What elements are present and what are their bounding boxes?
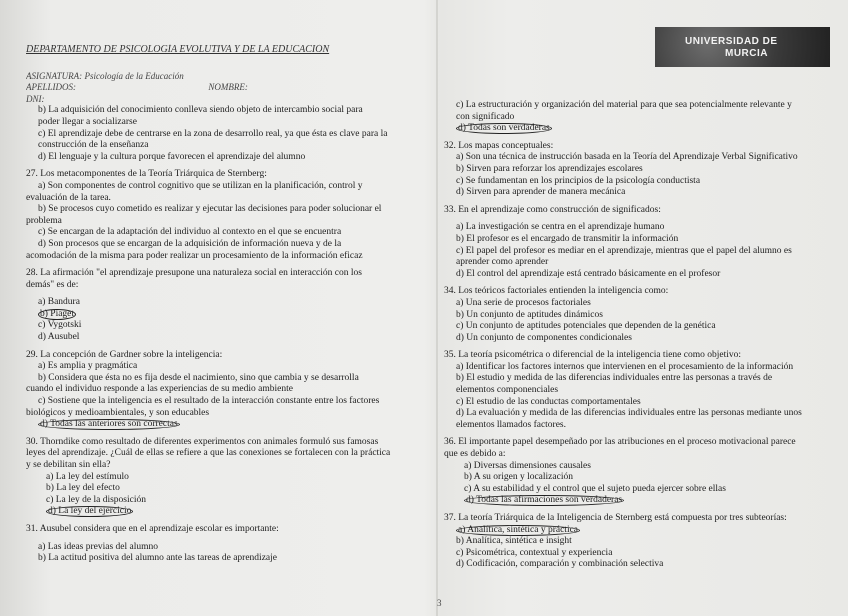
question-32: 32. Los mapas conceptuales: <box>444 140 554 151</box>
option-a-cont: evaluación de la tarea. <box>26 192 111 203</box>
page-fold <box>436 0 438 616</box>
option-c: c) Se encargan de la adaptación del individuo al contexto en el que se encuentra <box>38 227 342 238</box>
page-number: 3 <box>437 598 442 608</box>
option-c-cont: con significado <box>456 111 515 122</box>
surname-row <box>26 82 426 94</box>
question-35: 35. La teoría psicométrica o diferencial de la inteligencia tiene como objetivo: <box>444 350 742 361</box>
answer-circle: b) Piaget <box>40 308 75 319</box>
option-d: d) La evaluación y medida de las diferencias individuales entre las personas mediante unos <box>456 408 802 419</box>
option-c: c) Sostiene que la inteligencia es el resultado de la interacción constante entre los factores <box>38 396 380 407</box>
option-b-cont: elementos componenciales <box>456 385 559 396</box>
option-d: d) Un conjunto de componentes condicionales <box>456 332 632 343</box>
option-b: b) Sirven para reforzar los aprendizajes escolares <box>456 163 643 174</box>
option-c: c) La estructuración y organización del material para que sea potencialmente relevante y <box>456 100 792 110</box>
option-d: d) Sirven para aprender de manera mecánica <box>456 187 626 198</box>
question-36: 36. El importante papel desempeñado por las atribuciones en el proceso motivacional parece <box>444 437 796 448</box>
text-line: b) La adquisición del conocimiento conlleva siendo objeto de intercambio social para <box>38 105 363 116</box>
option-a: a) Bandura <box>38 297 80 308</box>
question-29: 29. La concepción de Gardner sobre la inteligencia: <box>26 349 223 360</box>
option-d: d) Ausubel <box>38 332 80 343</box>
option-c-cont: biológicos y medioambientales, y son educables <box>26 407 210 418</box>
option-a <box>444 525 840 537</box>
option-d-cont: acomodación de la misma para poder realizar un procesamiento de la información eficaz <box>26 250 363 261</box>
option-b: b) El estudio y medida de las diferencias individuales entre las personas a través de <box>456 373 773 384</box>
option-d: d) Codificación, comparación y combinación selectiva <box>456 559 664 570</box>
text-line: d) El lenguaje y la cultura porque favorecen el aprendizaje del alumno <box>38 151 306 162</box>
question-27: 27. Los metacomponentes de la Teoría Triárquica de Sternberg: <box>26 169 267 180</box>
question-31: 31. Ausubel considera que en el aprendizaje escolar es importante: <box>26 523 279 534</box>
surname-label: APELLIDOS: <box>26 82 76 93</box>
option-a: a) La ley del estímulo <box>46 471 129 482</box>
option-b-cont: cuando el individuo responde a las experiencias de su medio ambiente <box>26 384 293 395</box>
question-37: 37. La teoría Triárquica de la Inteligencia de Sternberg está compuesta por tres subteorías: <box>444 513 787 523</box>
option-b: b) Un conjunto de aptitudes dinámicos <box>456 309 603 320</box>
question-30-cont: y se debilitan sin ella? <box>26 460 111 470</box>
option-a: a) Diversas dimensiones causales <box>464 460 591 471</box>
option-b-cont: problema <box>26 215 62 226</box>
option-d <box>444 123 840 135</box>
question-28: 28. La afirmación "el aprendizaje presupone una naturaleza social en interacción con los <box>26 268 362 279</box>
option-c: c) Se fundamentan en los principios de la psicología conductista <box>456 175 701 186</box>
answer-circle: d) Todas son verdaderas <box>458 123 550 134</box>
logo-text-line2: MURCIA <box>725 48 768 59</box>
option-b <box>26 309 426 321</box>
option-b: b) Considera que ésta no es fija desde el nacimiento, sino que cambia y se desarrolla <box>38 372 359 383</box>
department-title: DEPARTAMENTO DE PSICOLOGÍA EVOLUTIVA Y DE LA EDUCACIÓN <box>26 44 330 55</box>
text-line: c) El aprendizaje debe de centrarse en la zona de desarrollo real, ya que ésta es clave para la <box>38 128 388 139</box>
subject-value: Psicología de la Educación <box>84 70 184 81</box>
option-a: a) Es amplia y pragmática <box>38 361 138 372</box>
text-line: poder llegar a socializarse <box>38 116 137 127</box>
option-d <box>26 419 426 431</box>
question-36-cont: que es debido a: <box>444 449 506 460</box>
option-c-cont: aprender como aprender <box>456 257 549 268</box>
option-b: b) Analítica, sintética e insight <box>456 536 572 547</box>
question-30-cont: leyes del aprendizaje. ¿Cuál de ellas se refiere a que las conexiones se fortalecen con la práctica <box>26 448 391 459</box>
option-a: a) La investigación se centra en el aprendizaje humano <box>456 222 665 233</box>
text-line: construcción de la enseñanza <box>38 140 149 151</box>
option-b: b) La actitud positiva del alumno ante las tareas de aprendizaje <box>38 553 277 564</box>
name-label: NOMBRE: <box>208 82 248 93</box>
option-c: c) El estudio de las conductas comportamentales <box>456 396 641 407</box>
option-d-cont: elementos llamados factores. <box>456 419 567 430</box>
question-30: 30. Thorndike como resultado de diferentes experimentos con animales formuló sus famosas <box>26 436 379 447</box>
option-c: c) Psicométrica, contextual y experiencia <box>456 547 613 558</box>
subject-row <box>26 71 426 83</box>
option-d <box>444 495 840 507</box>
option-c: c) La ley de la disposición <box>46 494 146 505</box>
option-c: c) Un conjunto de aptitudes potenciales que dependen de la genética <box>456 321 716 332</box>
option-d <box>26 506 426 518</box>
answer-circle: d) Todas las anteriores son correctas <box>40 419 178 430</box>
option-c: c) A su estabilidad y el control que el sujeto pueda ejercer sobre ellas <box>464 483 726 494</box>
question-28-cont: demás" es de: <box>26 279 79 290</box>
option-b: b) A su origen y localización <box>464 472 573 483</box>
option-a: a) Identificar los factores internos que intervienen en el procesamiento de la información <box>456 361 794 372</box>
subject-label: ASIGNATURA: <box>26 70 83 81</box>
answer-circle: a) Analítica, sintética y práctica <box>458 524 579 535</box>
answer-circle: d) Todas las afirmaciones son verdaderas <box>466 495 623 506</box>
option-b: b) Se procesos cuyo cometido es realizar y ejecutar las decisiones para poder solucionar el <box>38 204 382 215</box>
logo-text-line1: UNIVERSIDAD DE <box>685 36 778 47</box>
option-d: d) Son procesos que se encargan de la adquisición de información nueva y de la <box>38 238 342 249</box>
option-c: c) El papel del profesor es mediar en el aprendizaje, mientras que el papel del alumno es <box>456 245 792 256</box>
answer-circle: d) La ley del ejercicio <box>48 506 132 517</box>
option-a: a) Una serie de procesos factoriales <box>456 297 591 308</box>
dni-label: DNI: <box>26 93 45 104</box>
left-column <box>26 0 426 565</box>
option-b: b) La ley del efecto <box>46 483 120 494</box>
question-34: 34. Los teóricos factoriales entienden la inteligencia como: <box>444 286 669 297</box>
option-a: a) Son una técnica de instrucción basada en la Teoría del Aprendizaje Verbal Significativo <box>456 152 798 163</box>
right-column <box>444 0 840 571</box>
question-33: 33. En el aprendizaje como construcción de significados: <box>444 204 661 215</box>
option-a: a) Las ideas previas del alumno <box>38 541 159 552</box>
option-d: d) El control del aprendizaje está centrado básicamente en el profesor <box>456 268 721 279</box>
option-c: c) Vygotski <box>38 320 82 331</box>
option-b: b) El profesor es el encargado de transmitir la información <box>456 233 679 244</box>
option-a: a) Son componentes de control cognitivo que se utilizan en la planificación, control y <box>38 180 363 191</box>
